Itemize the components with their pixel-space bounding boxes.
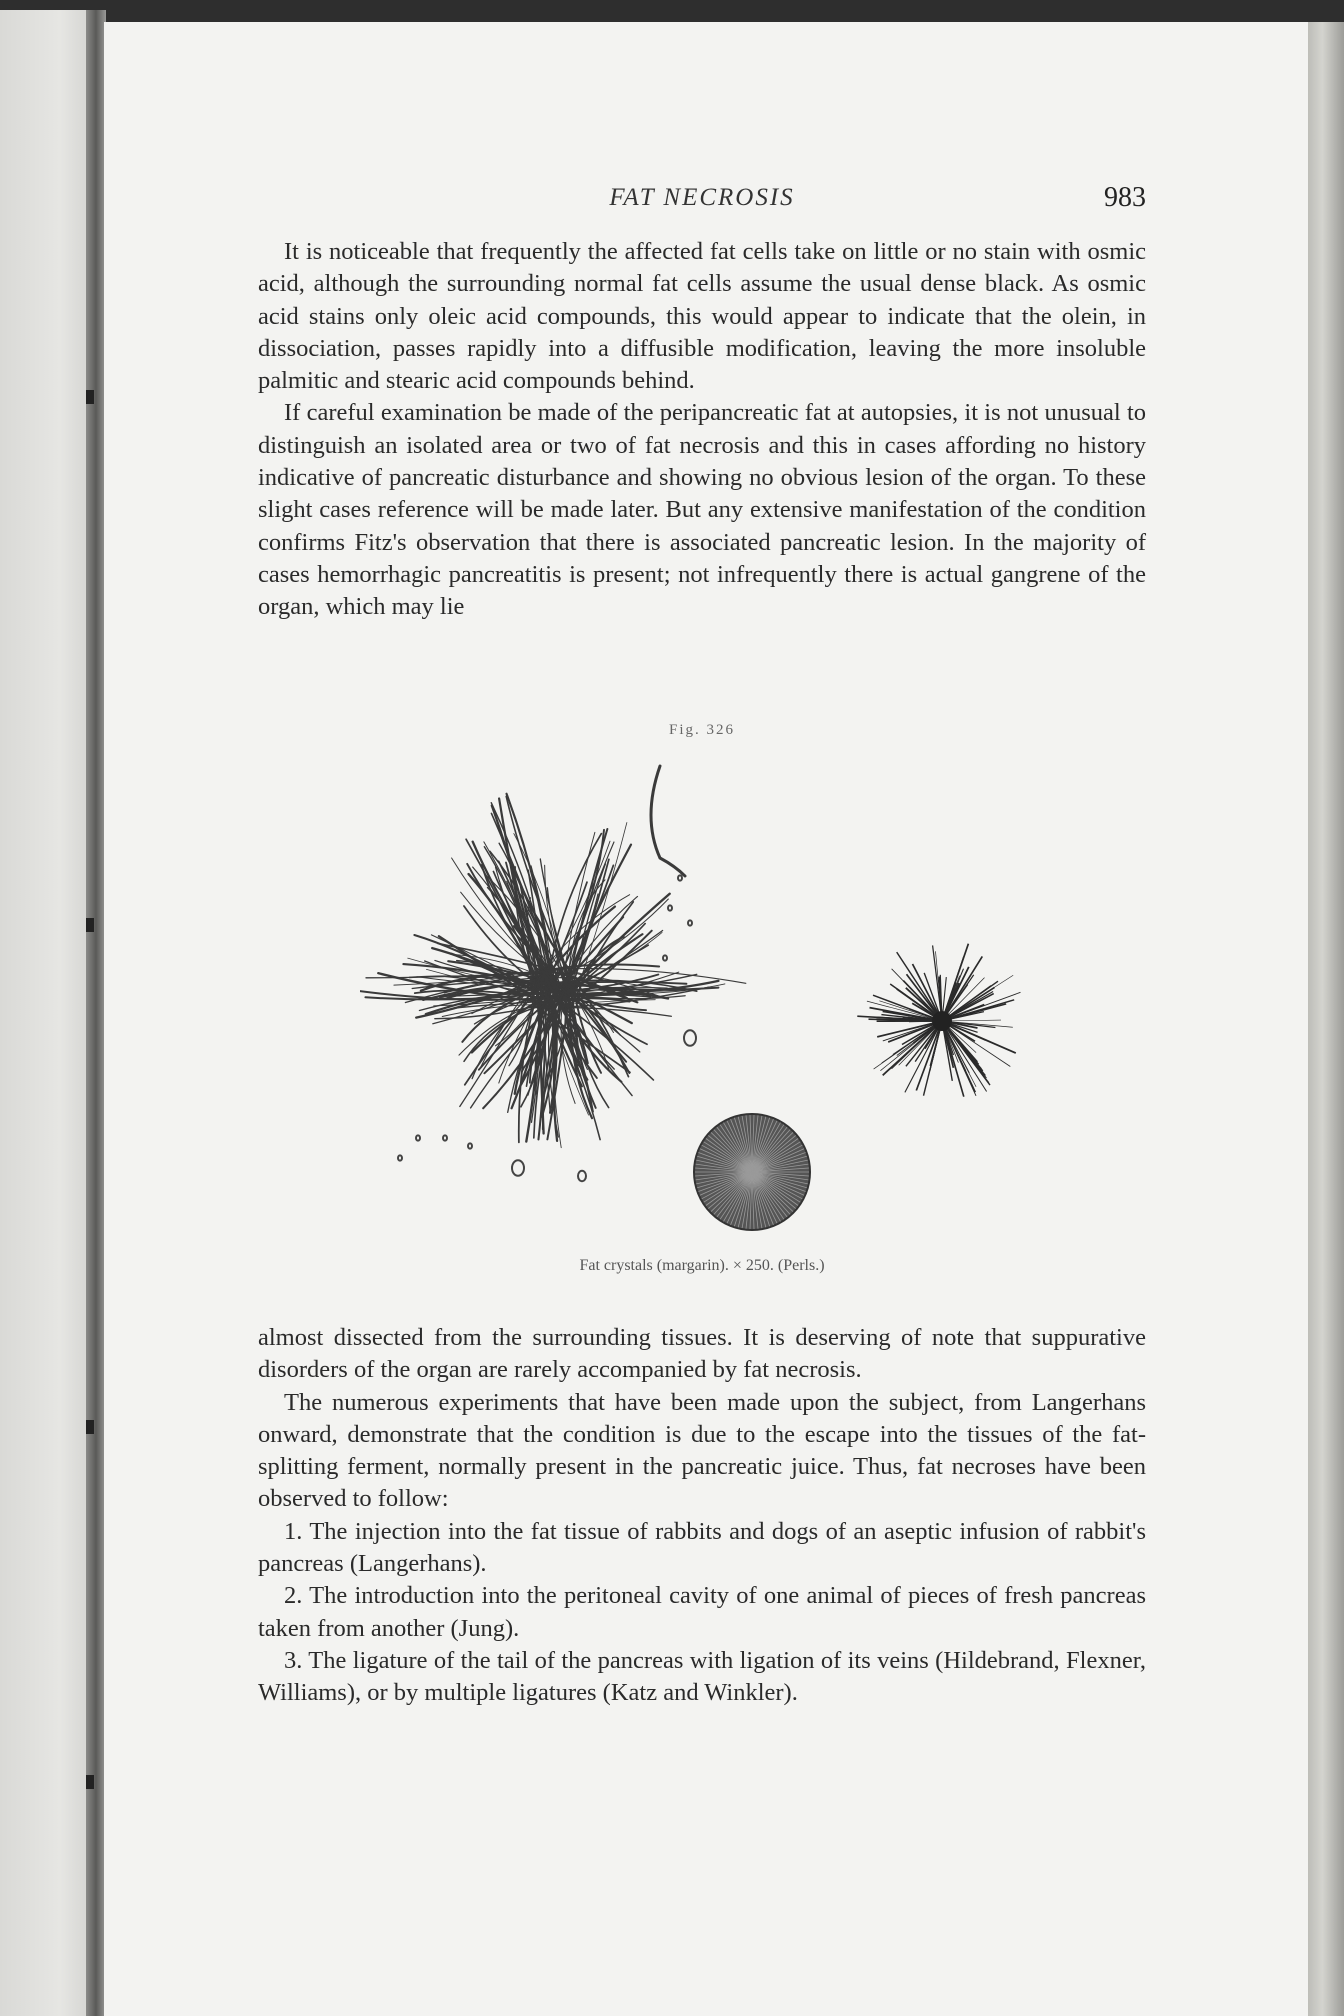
paragraph: If careful examination be made of the peripancreatic fat at autopsies, it is not unusual to distinguish an isolated area or two of fat necrosis and this in cases affording no history indicative of pancreatic disturbance and showing no obvious lesion of the organ. To these slight cases reference will be made later. But any extensive manifestation of the condition confirms Fitz's observation that there is associated pancreatic lesion. In the majority of cases hemorrhagic pancreatitis is present; not infrequently there is actual gangrene of the organ, which may lie [258, 399, 1146, 621]
page-header [258, 180, 1146, 220]
paragraph: 1. The injection into the fat tissue of rabbits and dogs of an aseptic infusion of rabbit's pancreas (Langerhans). [258, 1517, 1146, 1578]
body-text-top [258, 236, 1146, 624]
figure-illustration [360, 758, 1080, 1238]
body-text-bottom [258, 1322, 1146, 1710]
paragraph: It is noticeable that frequently the affected fat cells take on little or no stain with osmic acid, although the surrounding normal fat cells assume the usual dense black. As osmic acid stains only oleic acid compounds, this would appear to indicate that the olein, in dissociation, passes rapidly into a diffusible modification, leaving the more insoluble palmitic and stearic acid compounds behind. [258, 238, 1146, 395]
paragraph: almost dissected from the surrounding tissues. It is deserving of note that suppurative disorders of the organ are rarely accompanied by fat necrosis. [258, 1324, 1146, 1384]
crystal-urchin-drawing [857, 944, 1020, 1097]
crystal-disc-drawing [694, 1114, 810, 1230]
figure-label: Fig. 326 [668, 722, 735, 738]
paragraph: 3. The ligature of the tail of the pancreas with ligation of its veins (Hildebrand, Flexner, Williams), or by multiple ligatures (Katz and Winkler). [258, 1646, 1146, 1707]
paragraph: The numerous experiments that have been made upon the subject, from Langerhans onward, demonstrate that the condition is due to the escape into the tissues of the fat-splitting ferment, normally present in the pancreatic juice. Thus, fat necroses have been observed to follow: [258, 1388, 1146, 1513]
figure-caption: Fat crystals (margarin). × 250. (Perls.) [579, 1257, 825, 1274]
crystal-cluster-drawing [360, 766, 746, 1148]
running-head: FAT NECROSIS [609, 184, 795, 211]
facing-page-edge [0, 10, 100, 2016]
page-stack-edge [1308, 22, 1344, 2016]
book-spine [86, 10, 106, 2016]
page-number: 983 [1104, 182, 1146, 213]
paragraph: 2. The introduction into the peritoneal cavity of one animal of pieces of fresh pancreas taken from another (Jung). [258, 1582, 1146, 1642]
